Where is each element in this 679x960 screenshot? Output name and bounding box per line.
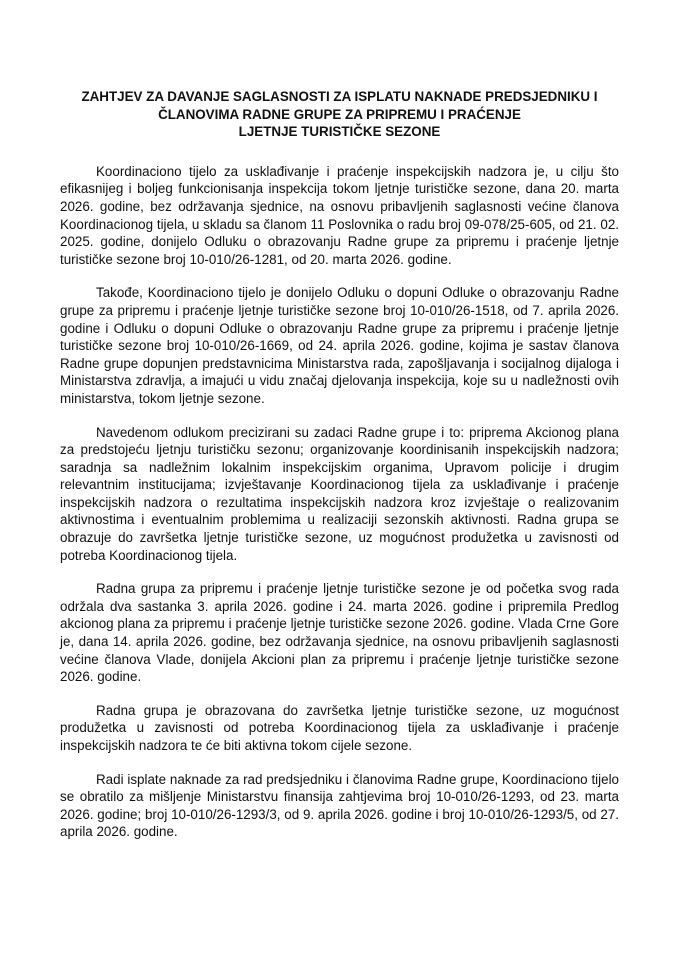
title-line-2: ČLANOVIMA RADNE GRUPE ZA PRIPREMU I PRAĆENJE bbox=[158, 106, 521, 122]
paragraph-2: Takođe, Koordinaciono tijelo je donijelo Odluku o dopuni Odluke o obrazovanju Radne grupe za pripremu i praćenje ljetnje turističke sezone broj 10-010/26-1518, od 7. aprila 2026. godine i Odluku o dopuni Odluke o obrazovanju Radne grupe za pripremu i praćenje ljetnje turističke sezone broj 10-010/26-1669, od 24. aprila 2026. godine, kojima je sastav članova Radne grupe dopunjen predstavnicima Ministarstva rada, zapošljavanja i socijalnog dijaloga i Ministarstva zdravlja, a imajući u vidu značaj djelovanja inspekcija, koje su u nadležnosti ovih ministarstva, tokom ljetnje sezone. bbox=[60, 285, 619, 406]
paragraph-6: Radi isplate naknade za rad predsjedniku i članovima Radne grupe, Koordinaciono tijelo se obratilo za mišljenje Ministarstvu finansija zahtjevima broj 10-010/26-1293, od 23. marta 2026. godine; broj 10-010/26-1293/3, od 9. aprila 2026. godine i broj 10-010/26-1293/5, od 27. aprila 2026. godine. bbox=[60, 771, 619, 840]
paragraph-1: Koordinaciono tijelo za usklađivanje i praćenje inspekcijskih nadzora je, u cilju što efikasnijeg i boljeg funkcionisanja inspekcija tokom ljetnje turističke sezone, dana 20. marta 2026. godine, bez održavanja sjednice, na osnovu pribavljenih saglasnosti većine članova Koordinacionog tijela, u skladu sa članom 11 Poslovnika o radu broj 09-078/25-605, od 21. 02. 2025. godine, donijelo Odluku o obrazovanju Radne grupe za pripremu i praćenje ljetnje turističke sezone broj 10-010/26-1281, od 20. marta 2026. godine. bbox=[60, 163, 619, 267]
paragraph-4: Radna grupa za pripremu i praćenje ljetnje turističke sezone je od početka svog rada održala dva sastanka 3. aprila 2026. godine i 24. marta 2026. godine i pripremila Predlog akcionog plana za pripremu i praćenje ljetnje turističke sezone 2026. godine. Vlada Crne Gore je, dana 14. aprila 2026. godine, bez održavanja sjednice, na osnovu pribavljenih saglasnosti većine članova Vlade, donijela Akcioni plan za pripremu i praćenje ljetnje turističke sezone 2026. godine. bbox=[60, 581, 619, 685]
paragraph-5: Radna grupa je obrazovana do završetka ljetnje turističke sezone, uz mogućnost produžetka u zavisnosti od potreba Koordinacionog tijela za usklađivanje i praćenje inspekcijskih nadzora te će biti aktivna tokom cijele sezone. bbox=[60, 702, 619, 753]
title-line-3: LJETNJE TURISTIČKE SEZONE bbox=[238, 124, 441, 140]
title-line-1: ZAHTJEV ZA DAVANJE SAGLASNOSTI ZA ISPLATU NAKNADE PREDSJEDNIKU I bbox=[81, 89, 598, 104]
document-title bbox=[60, 88, 619, 141]
paragraph-3: Navedenom odlukom precizirani su zadaci Radne grupe i to: priprema Akcionog plana za predstojeću ljetnju turističku sezonu; organizovanje koordinisanih inspekcijskih nadzora; saradnja sa nadležnim lokalnim inspekcijskim organima, Upravom policije i drugim relevantnim institucijama; izvještavanje Koordinacionog tijela za usklađivanje i praćenje inspekcijskih nadzora o rezultatima inspekcijskih nadzora kroz izvještaje o realizovanim aktivnostima i eventualnim problemima u realizaciji sezonskih aktivnosti. Radna grupa se obrazuje do završetka ljetnje turističke sezone, uz mogućnost produžetka u zavisnosti od potreba Koordinacionog tijela. bbox=[60, 424, 619, 563]
